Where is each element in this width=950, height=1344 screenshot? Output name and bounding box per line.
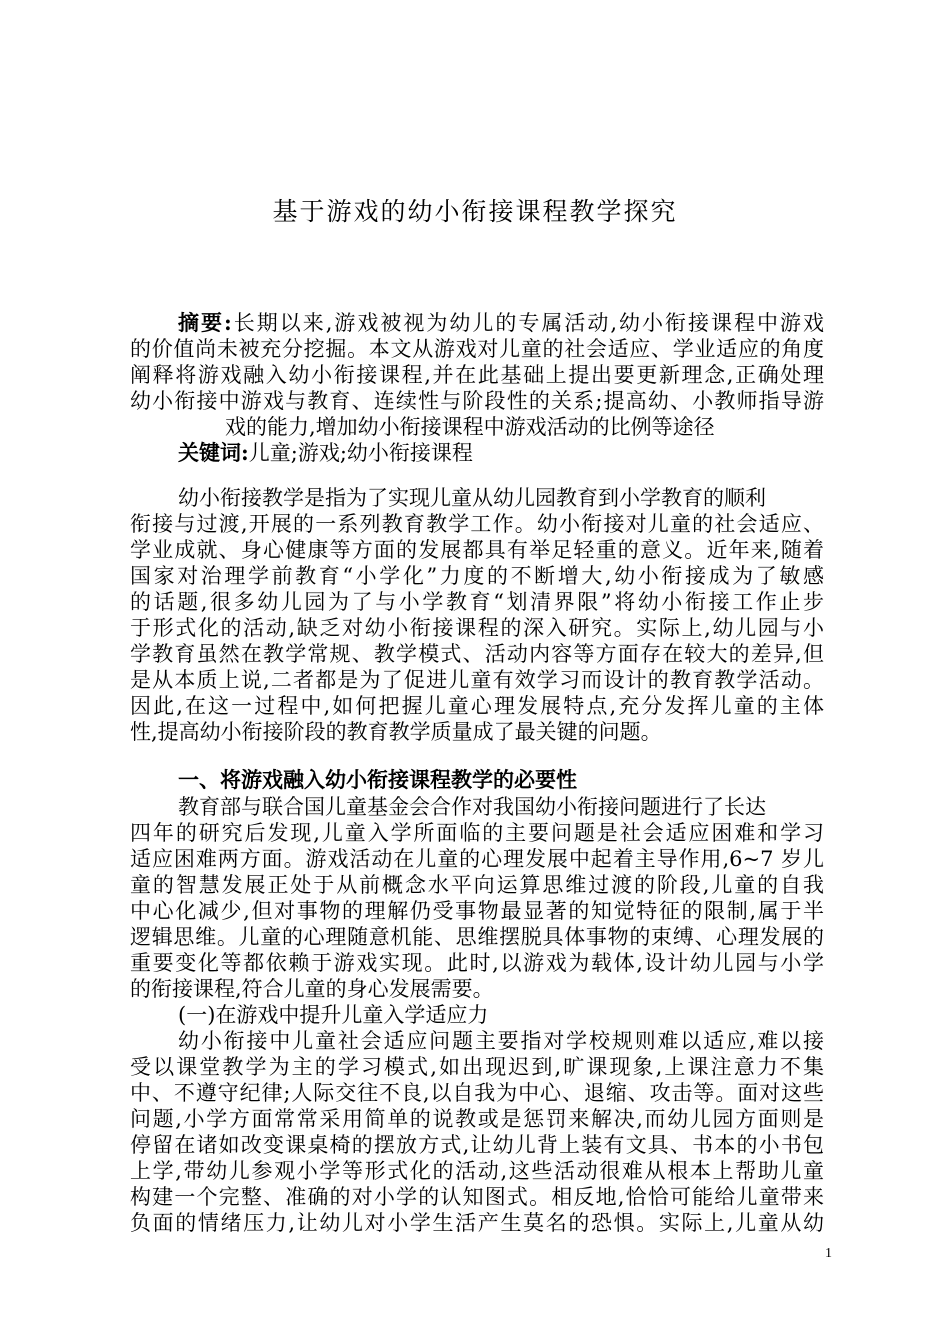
paragraph-line: 幼小衔接中儿童社会适应问题主要指对学校规则难以适应,难以接 (178, 1029, 824, 1053)
paragraph-line: 重要变化等都依赖于游戏实现。此时,以游戏为载体,设计幼儿园与小学 (130, 951, 824, 975)
abstract-line: 戏的能力,增加幼小衔接课程中游戏活动的比例等途径 (225, 415, 715, 439)
paragraph-line: 受以课堂教学为主的学习模式,如出现迟到,旷课现象,上课注意力不集 (130, 1055, 824, 1079)
paragraph-line: 教育部与联合国儿童基金会合作对我国幼小衔接问题进行了长达 (178, 795, 766, 819)
paragraph-line: 逻辑思维。儿童的心理随意机能、思维摆脱具体事物的束缚、心理发展的 (130, 925, 824, 949)
abstract-text: 长期以来,游戏被视为幼儿的专属活动,幼小衔接课程中游戏 (231, 311, 824, 335)
paragraph-line: 童的智慧发展正处于从前概念水平向运算思维过渡的阶段,儿童的自我 (130, 873, 824, 897)
paragraph-line: 是从本质上说,二者都是为了促进儿童有效学习而设计的教育教学活动。 (130, 668, 824, 692)
abstract-line: 阐释将游戏融入幼小衔接课程,并在此基础上提出要更新理念,正确处理 (130, 363, 824, 387)
paragraph-line: 中心化减少,但对事物的理解仍受事物最显著的知觉特征的限制,属于半 (130, 899, 824, 923)
paragraph-line: 因此,在这一过程中,如何把握儿童心理发展特点,充分发挥儿童的主体 (130, 694, 824, 718)
abstract-line (130, 310, 824, 336)
paragraph-line: 问题,小学方面常常采用简单的说教或是惩罚来解决,而幼儿园方面则是 (130, 1107, 824, 1131)
keywords-text: 儿童;游戏;幼小衔接课程 (248, 441, 473, 465)
paragraph-line: 中、不遵守纪律;人际交往不良,以自我为中心、退缩、攻击等。面对这些 (130, 1081, 824, 1105)
keywords-line (130, 440, 824, 466)
document-title: 基于游戏的幼小衔接课程教学探究 (272, 197, 678, 226)
keywords-section (130, 440, 824, 466)
paragraph-line: 适应困难两方面。游戏活动在儿童的心理发展中起着主导作用,6~7 岁儿 (130, 847, 824, 871)
abstract-section (130, 310, 824, 440)
paragraph-line: 衔接与过渡,开展的一系列教育教学工作。幼小衔接对儿童的社会适应、 (130, 512, 824, 536)
section-1 (130, 766, 824, 1236)
paragraph-line: 构建一个完整、准确的对小学的认知图式。相反地,恰恰可能给儿童带来 (130, 1185, 824, 1209)
paragraph-line: 学教育虽然在教学常规、教学模式、活动内容等方面存在较大的差异,但 (130, 642, 824, 666)
paragraph-line: 负面的情绪压力,让幼儿对小学生活产生莫名的恐惧。实际上,儿童从幼 (130, 1211, 824, 1235)
subsection-heading: (一)在游戏中提升儿童入学适应力 (178, 1003, 489, 1027)
paragraph-line: 学业成就、身心健康等方面的发展都具有举足轻重的意义。近年来,随着 (130, 538, 824, 562)
intro-paragraph (130, 485, 824, 745)
paragraph-line: 于形式化的活动,缺乏对幼小衔接课程的深入研究。实际上,幼儿园与小 (130, 616, 824, 640)
paragraph-line: 性,提高幼小衔接阶段的教育教学质量成了最关键的问题。 (130, 720, 662, 744)
keywords-label: 关键词: (178, 440, 249, 465)
paragraph-line: 停留在诸如改变课桌椅的摆放方式,让幼儿背上装有文具、书本的小书包 (130, 1133, 824, 1157)
paragraph-line: 国家对治理学前教育“小学化”力度的不断增大,幼小衔接成为了敏感 (130, 564, 824, 588)
paragraph-line: 四年的研究后发现,儿童入学所面临的主要问题是社会适应困难和学习 (130, 821, 824, 845)
abstract-label: 摘要: (178, 310, 232, 335)
abstract-line: 幼小衔接中游戏与教育、连续性与阶段性的关系;提高幼、小教师指导游 (130, 389, 824, 413)
section-heading: 一、将游戏融入幼小衔接课程教学的必要性 (178, 767, 577, 792)
paragraph-line: 的话题,很多幼儿园为了与小学教育“划清界限”将幼小衔接工作止步 (130, 590, 824, 614)
paragraph-line: 上学,带幼儿参观小学等形式化的活动,这些活动很难从根本上帮助儿童 (130, 1159, 824, 1183)
page-number: 1 (825, 1246, 832, 1261)
paragraph-line: 幼小衔接教学是指为了实现儿童从幼儿园教育到小学教育的顺利 (178, 486, 766, 510)
paragraph-line: 的衔接课程,符合儿童的身心发展需要。 (130, 977, 494, 1001)
abstract-line: 的价值尚未被充分挖掘。本文从游戏对儿童的社会适应、学业适应的角度 (130, 337, 824, 361)
